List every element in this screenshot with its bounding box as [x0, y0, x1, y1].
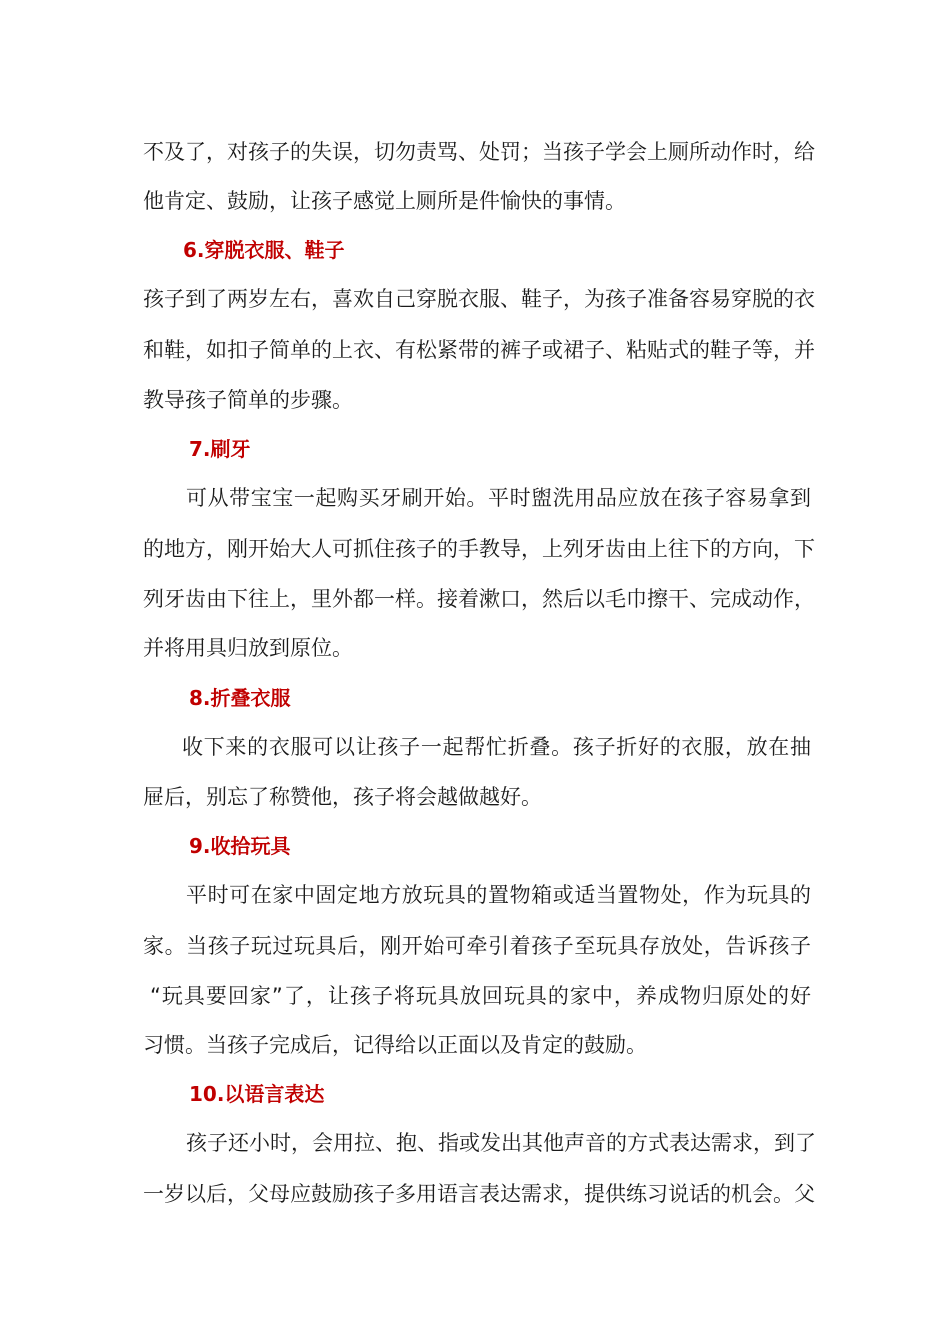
section-heading: 6.穿脱衣服、鞋子 [183, 238, 345, 262]
paragraph-line: 并将用具归放到原位。 [143, 636, 353, 660]
paragraph-line: 习惯。当孩子完成后，记得给以正面以及肯定的鼓励。 [143, 1033, 647, 1057]
section-heading: 9.收拾玩具 [189, 834, 291, 858]
section-heading: 7.刷牙 [189, 437, 251, 461]
section-heading: 8.折叠衣服 [189, 686, 291, 710]
paragraph-line: 收下来的衣服可以让孩子一起帮忙折叠。孩子折好的衣服，放在抽 [182, 735, 811, 759]
paragraph-line: 孩子还小时，会用拉、抱、指或发出其他声音的方式表达需求，到了 [186, 1131, 816, 1155]
paragraph-line: 和鞋，如扣子简单的上衣、有松紧带的裤子或裙子、粘贴式的鞋子等，并 [143, 338, 815, 362]
paragraph-line: “玩具要回家”了，让孩子将玩具放回玩具的家中，养成物归原处的好 [150, 984, 811, 1008]
paragraph-line: 教导孩子简单的步骤。 [143, 388, 353, 412]
section-heading: 10.以语言表达 [189, 1082, 325, 1106]
paragraph-line: 孩子到了两岁左右，喜欢自己穿脱衣服、鞋子，为孩子准备容易穿脱的衣 [143, 287, 815, 311]
paragraph-line: 列牙齿由下往上，里外都一样。接着漱口，然后以毛巾擦干、完成动作， [143, 587, 815, 611]
paragraph-line: 可从带宝宝一起购买牙刷开始。平时盥洗用品应放在孩子容易拿到 [186, 486, 811, 510]
paragraph-line: 平时可在家中固定地方放玩具的置物箱或适当置物处，作为玩具的 [186, 883, 811, 907]
paragraph-line: 家。当孩子玩过玩具后，刚开始可牵引着孩子至玩具存放处，告诉孩子 [143, 934, 811, 958]
paragraph-line: 的地方，刚开始大人可抓住孩子的手教导，上列牙齿由上往下的方向，下 [143, 537, 815, 561]
paragraph-line: 一岁以后，父母应鼓励孩子多用语言表达需求，提供练习说话的机会。父 [143, 1182, 815, 1206]
paragraph-line: 不及了，对孩子的失误，切勿责骂、处罚；当孩子学会上厕所动作时，给 [143, 140, 815, 164]
paragraph-line: 他肯定、鼓励，让孩子感觉上厕所是件愉快的事情。 [143, 189, 626, 213]
paragraph-line: 屉后，别忘了称赞他，孩子将会越做越好。 [143, 785, 542, 809]
